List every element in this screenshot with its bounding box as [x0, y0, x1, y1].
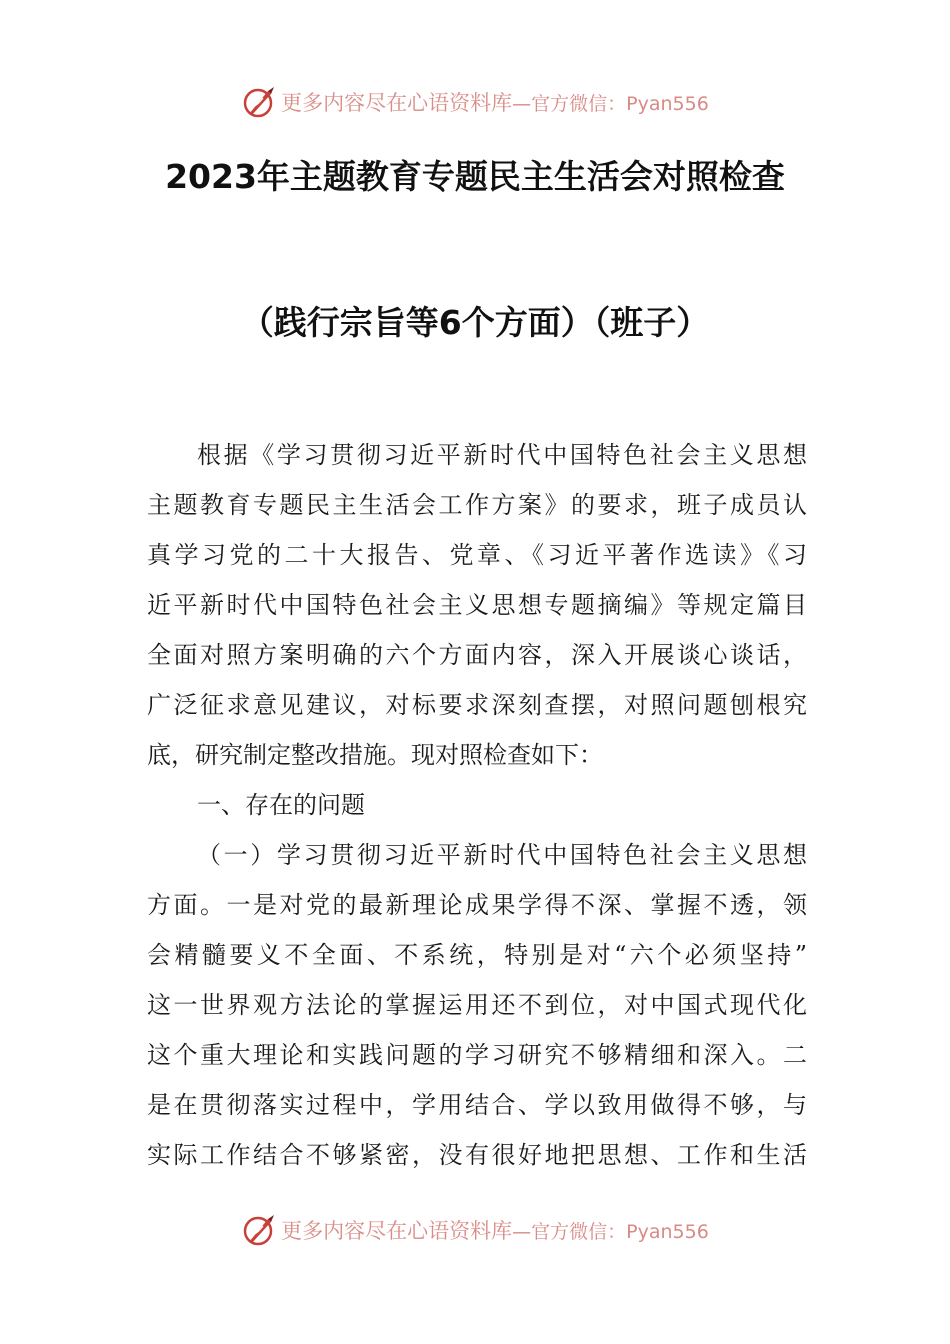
body-line: （一）学习贯彻习近平新时代中国特色社会主义思想: [197, 841, 807, 869]
header-watermark: [0, 82, 950, 122]
body-line: 广泛征求意见建议，对标要求深刻查摆，对照问题刨根究: [147, 691, 807, 719]
body-line: 主题教育专题民主生活会工作方案》的要求，班子成员认: [147, 491, 807, 519]
document-subtitle: （践行宗旨等6个方面）（班子）: [240, 303, 710, 342]
quill-logo-icon: [241, 84, 277, 120]
body-line: 底，研究制定整改措施。现对照检查如下：: [147, 741, 603, 769]
body-line: 方面。一是对党的最新理论成果学得不深、掌握不透，领: [147, 891, 807, 919]
watermark-main-text: 更多内容尽在心语资料库: [281, 91, 513, 115]
body-line: 根据《学习贯彻习近平新时代中国特色社会主义思想: [197, 441, 807, 469]
body-line: 这个重大理论和实践问题的学习研究不够精细和深入。二: [147, 1041, 807, 1069]
quill-logo-icon: [241, 1212, 277, 1248]
body-line: 全面对照方案明确的六个方面内容，深入开展谈心谈话，: [147, 641, 807, 669]
footer-watermark: [0, 1210, 950, 1250]
body-line: 这一世界观方法论的掌握运用还不到位，对中国式现代化: [147, 991, 807, 1019]
section-heading: 一、存在的问题: [197, 791, 365, 819]
body-line: 是在贯彻落实过程中，学用结合、学以致用做得不够，与: [147, 1091, 807, 1119]
body-line: 近平新时代中国特色社会主义思想专题摘编》等规定篇目: [147, 591, 807, 619]
watermark-sub-text: —官方微信：Pyan556: [512, 92, 709, 115]
body-line: 会精髓要义不全面、不系统，特别是对“六个必须坚持”: [147, 941, 807, 969]
watermark-sub-text: —官方微信：Pyan556: [512, 1220, 709, 1243]
document-title: 2023年主题教育专题民主生活会对照检查: [165, 157, 785, 196]
body-line: 实际工作结合不够紧密，没有很好地把思想、工作和生活: [147, 1141, 807, 1169]
body-line: 真学习党的二十大报告、党章、《习近平著作选读》《习: [147, 541, 807, 569]
watermark-main-text: 更多内容尽在心语资料库: [281, 1219, 513, 1243]
